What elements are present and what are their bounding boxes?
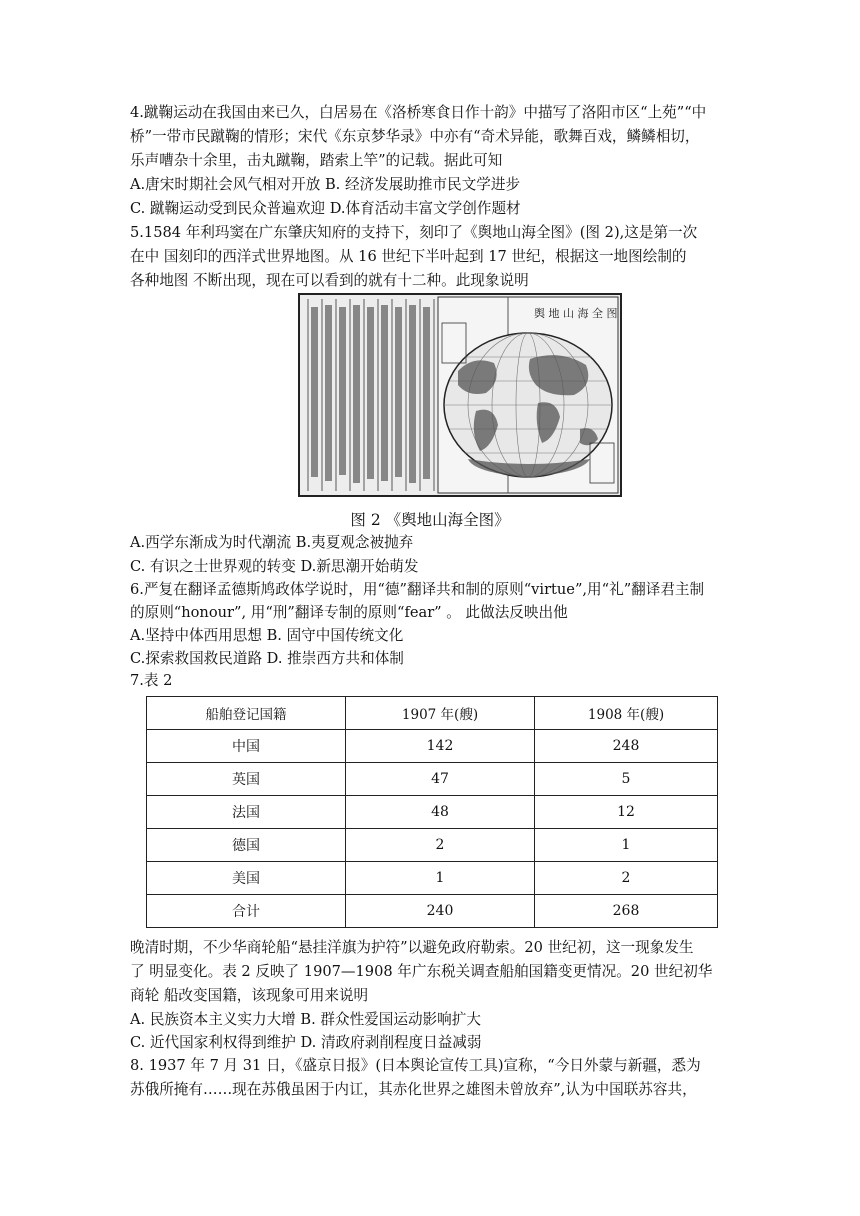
q4-stem-line-1: 4.蹴鞠运动在我国由来已久，白居易在《洛桥寒食日作十韵》中描写了洛阳市区“上苑”“中	[130, 104, 707, 121]
q5-stem-line-1: 5.1584 年利玛窦在广东肇庆知府的支持下，刻印了《舆地山海全图》(图 2),这是第一次	[130, 224, 698, 241]
q7-stem-line-2: 了 明显变化。表 2 反映了 1907—1908 年广东税关调查船舶国籍变更情况。20 世纪初华	[130, 963, 713, 980]
q4-options-cd: C. 蹴鞠运动受到民众普遍欢迎 D.体育活动丰富文学创作题材	[130, 200, 521, 217]
table-row	[147, 796, 718, 829]
table-total-row	[147, 895, 718, 928]
map-figure	[298, 293, 622, 497]
q5-stem-line-2: 在中 国刻印的西洋式世界地图。从 16 世纪下半叶起到 17 世纪，根据这一地图绘制的	[130, 248, 687, 265]
table-cell: 5	[535, 763, 718, 796]
table-cell: 中国	[147, 730, 346, 763]
table-row	[147, 763, 718, 796]
table-cell: 248	[535, 730, 718, 763]
q5-options-ab: A.西学东渐成为时代潮流 B.夷夏观念被抛弃	[130, 534, 414, 551]
map-title-text: 舆 地 山 海 全 图	[534, 307, 618, 320]
table-cell: 英国	[147, 763, 346, 796]
q8-stem-line-2: 苏俄所掩有……现在苏俄虽困于内讧，其赤化世界之雄图未曾放弃”,认为中国联苏容共，	[130, 1081, 697, 1098]
table-cell: 法国	[147, 796, 346, 829]
q8-stem-line-1: 8. 1937 年 7 月 31 日，《盛京日报》(日本舆论宣传工具)宣称，“今日外蒙与新疆，悉为	[130, 1057, 701, 1074]
table-cell: 1	[346, 862, 535, 895]
world-map-image	[298, 293, 622, 497]
q6-stem-line-2: 的原则“honour”, 用“刑”翻译专制的原则“fear” 。 此做法反映出他	[130, 604, 568, 621]
q7-stem-line-3: 商轮 船改变国籍，该现象可用来说明	[130, 987, 369, 1004]
table-cell: 2	[346, 829, 535, 862]
q6-options-ab: A.坚持中体西用思想 B. 固守中国传统文化	[130, 627, 404, 644]
table-header-row	[147, 697, 718, 730]
table-cell: 47	[346, 763, 535, 796]
table-cell: 德国	[147, 829, 346, 862]
table-row	[147, 730, 718, 763]
q7-options-cd: C. 近代国家利权得到维护 D. 清政府剥削程度日益减弱	[130, 1034, 482, 1051]
table-header-cell: 船舶登记国籍	[147, 697, 346, 730]
table-header-cell: 1908 年(艘)	[535, 697, 718, 730]
table-cell: 12	[535, 796, 718, 829]
table-row	[147, 829, 718, 862]
table-cell: 240	[346, 895, 535, 928]
q6-options-cd: C.探索救国救民道路 D. 推崇西方共和体制	[130, 650, 404, 667]
table-cell: 268	[535, 895, 718, 928]
figure-caption: 图 2 《舆地山海全图》	[350, 511, 510, 529]
table-cell: 142	[346, 730, 535, 763]
q5-options-cd: C. 有识之士世界观的转变 D.新思潮开始萌发	[130, 558, 419, 575]
q4-options-ab: A.唐宋时期社会风气相对开放 B. 经济发展助推市民文学进步	[130, 176, 521, 193]
table-cell: 美国	[147, 862, 346, 895]
q4-stem-line-3: 乐声嘈杂十余里，击丸蹴鞠，踏索上竿”的记载。据此可知	[130, 152, 503, 169]
table-cell: 合计	[147, 895, 346, 928]
table-cell: 48	[346, 796, 535, 829]
table-cell: 1	[535, 829, 718, 862]
q7-table-label: 7.表 2	[130, 672, 173, 689]
table-header-cell: 1907 年(艘)	[346, 697, 535, 730]
table-row	[147, 862, 718, 895]
q7-options-ab: A. 民族资本主义实力大增 B. 群众性爱国运动影响扩大	[130, 1011, 481, 1028]
q5-stem-line-3: 各种地图 不断出现，现在可以看到的就有十二种。此现象说明	[130, 272, 529, 289]
table-cell: 2	[535, 862, 718, 895]
q6-stem-line-1: 6.严复在翻译孟德斯鸠政体学说时，用“德”翻译共和制的原则“virtue”,用“礼”翻译君主制	[130, 581, 705, 598]
q7-stem-line-1: 晚清时期，不少华商轮船“悬挂洋旗为护符”以避免政府勒索。20 世纪初，这一现象发生	[130, 939, 694, 956]
q4-stem-line-2: 桥”一带市民蹴鞠的情形；宋代《东京梦华录》中亦有“奇术异能，歌舞百戏，鳞鳞相切，	[130, 128, 700, 145]
ship-registration-table	[146, 696, 718, 928]
